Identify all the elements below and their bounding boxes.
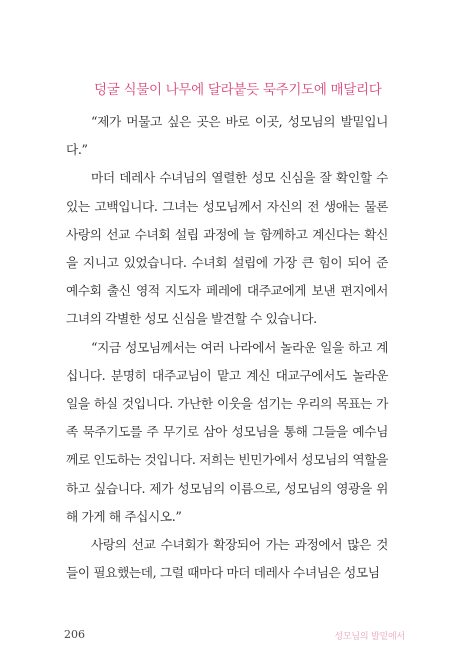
page-number: 206 [64, 628, 85, 641]
running-title: 성모님의 발밑에서 [334, 632, 405, 642]
section-subheading: 덩굴 식물이 나무에 달라붙듯 묵주기도에 매달리다 [94, 82, 382, 98]
paragraph: 사랑의 선교 수녀회가 확장되어 가는 과정에서 많은 것들이 필요했는데, 그럴 때마다 마더 데레사 수녀님은 성모님 [66, 537, 388, 581]
body-text [66, 108, 388, 587]
paragraph: “제가 머물고 싶은 곳은 바로 이곳, 성모님의 발밑입니다.” [66, 114, 388, 158]
paragraph: 마더 데레사 수녀님의 열렬한 성모 신심을 잘 확인할 수 있는 고백입니다. 그녀는 성모님께서 자신의 전 생애는 물론 사랑의 선교 수녀회 설립 과정에 늘 함께하고 계신다는 확신을 지니고 있었습니다. 수녀회 설립에 가장 큰 힘이 되어 준 예수회 출신 영적 지도자 페레에 대주교에게 보낸 편지에서 그녀의 각별한 성모 신심을 발견할 수 있습니다. [66, 170, 388, 327]
paragraph: “지금 성모님께서는 여러 나라에서 놀라운 일을 하고 계십니다. 분명히 대주교님이 맡고 계신 대교구에서도 놀라운 일을 하실 것입니다. 가난한 이웃을 섬기는 우리의 목표는 가족 묵주기도를 주 무기로 삼아 성모님을 통해 그들을 예수님께로 인도하는 것입니다. 저희는 빈민가에서 성모님의 역할을 하고 싶습니다. 제가 성모님의 이름으로, 성모님의 영광을 위해 가게 해 주십시오.” [66, 339, 388, 524]
